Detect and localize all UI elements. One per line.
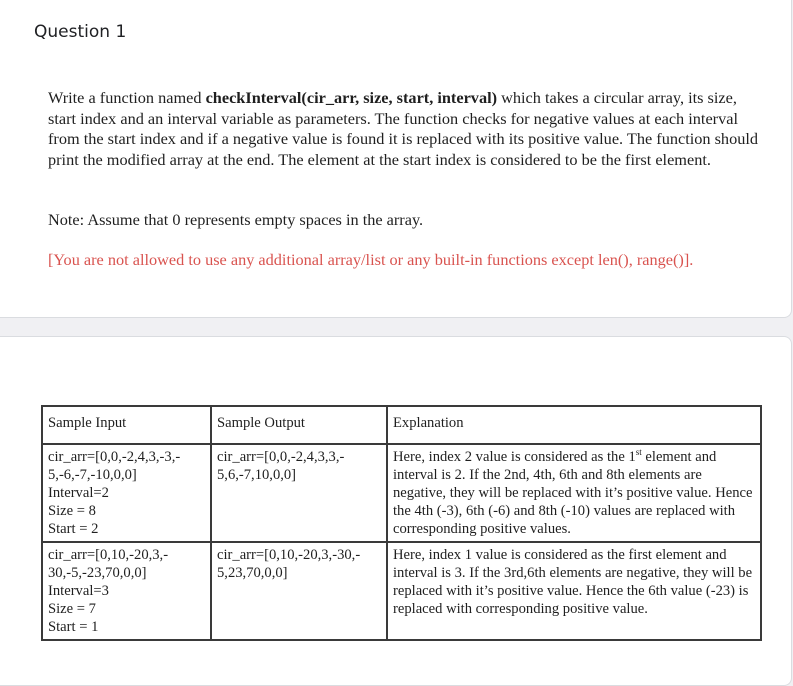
output-line: 5,23,70,0,0] — [217, 565, 288, 581]
input-line: Interval=2 — [48, 485, 109, 501]
explanation-cell — [387, 444, 761, 542]
table-row — [42, 542, 761, 640]
sample-input-cell — [42, 444, 211, 542]
note-text: Note: Assume that 0 represents empty spaces in the array. — [48, 210, 424, 229]
input-line: Start = 2 — [48, 521, 99, 537]
ordinal-suffix: st — [635, 447, 642, 458]
question-card — [0, 0, 792, 318]
restriction-text: [You are not allowed to use any additional array/list or any built-in functions except len(), range()]. — [48, 250, 694, 269]
header-explanation: Explanation — [387, 406, 761, 444]
input-line: 30,-5,-23,70,0,0] — [48, 565, 147, 581]
question-title: Question 1 — [34, 22, 127, 42]
header-sample-output: Sample Output — [211, 406, 387, 444]
input-line: Size = 7 — [48, 601, 96, 617]
explanation-text: element and interval is 2. If the 2nd, 4th, 6th and 8th elements are negative, they will be replaced with it’s positive value. Hence the 4th (-3), 6th (-6) and 8th (-10) values are replaced with corresponding positive values. — [393, 449, 753, 537]
output-line: cir_arr=[0,10,-20,3,-30,- — [217, 547, 361, 563]
table-header-row — [42, 406, 761, 444]
input-line: cir_arr=[0,10,-20,3,- — [48, 547, 169, 563]
input-line: Size = 8 — [48, 503, 96, 519]
table-row — [42, 444, 761, 542]
input-line: 5,-6,-7,-10,0,0] — [48, 467, 137, 483]
output-line: cir_arr=[0,0,-2,4,3,3,- — [217, 449, 345, 465]
function-signature: checkInterval(cir_arr, size, start, interval) — [205, 88, 498, 107]
sample-input-cell — [42, 542, 211, 640]
output-line: 5,6,-7,10,0,0] — [217, 467, 297, 483]
explanation-cell: Here, index 1 value is considered as the first element and interval is 3. If the 3rd,6th elements are negative, they will be replaced with it’s positive value. Hence the 6th value (-23) is replaced with corresponding positive value. — [387, 542, 761, 640]
explanation-text: Here, index 2 value is considered as the 1 — [393, 449, 636, 465]
header-sample-input: Sample Input — [42, 406, 211, 444]
sample-output-cell — [211, 444, 387, 542]
description-body: which takes a circular array, its size, start index and an interval variable as parameters. The function checks for negative values at each interval from the start index and if a negative value is found it is replaced with its positive value. The function should print the modified array at the end. The element at the start index is considered to be the first element. — [48, 88, 759, 169]
input-line: Interval=3 — [48, 583, 109, 599]
question-description — [48, 88, 760, 170]
sample-output-cell — [211, 542, 387, 640]
description-intro: Write a function named — [48, 88, 206, 107]
input-line: Start = 1 — [48, 619, 99, 635]
sample-table — [41, 405, 762, 641]
input-line: cir_arr=[0,0,-2,4,3,-3,- — [48, 449, 181, 465]
